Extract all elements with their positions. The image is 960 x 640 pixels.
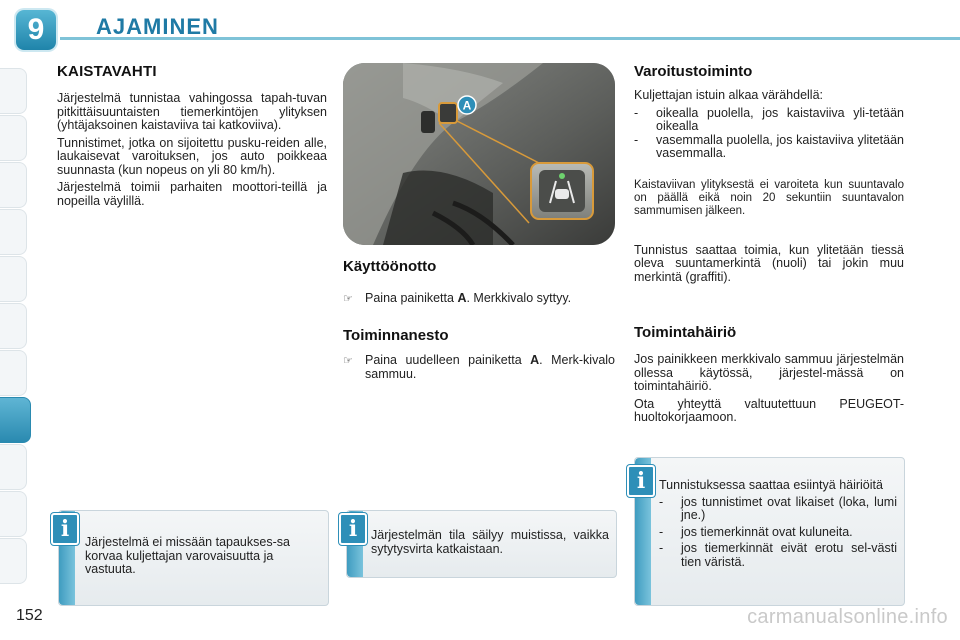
section-title-deactivation: Toiminnanesto [343,327,449,344]
side-tab[interactable] [0,538,27,584]
dash-marker: - [659,541,664,555]
step-text: Paina uudelleen painiketta [365,353,531,367]
item-text: oikealla puolella, jos kaistaviiva yli-tetään oikealla [656,105,904,133]
side-tab[interactable] [0,350,27,396]
activation-step [343,292,615,307]
warning-note: Kaistaviivan ylityksestä ei varoiteta kun suuntavalo on päällä eikä noin 20 sekuntiin suuntavalon sammumisen jälkeen. [634,178,904,217]
info-item [659,526,897,540]
paragraph: Tunnistimet, jotka on sijoitettu pusku-reiden alle, laukaisevat varoituksen, jos auto poikkeaa suunnasta (kun nopeus on yli 80 km/h). [57,135,327,177]
side-tab[interactable] [0,444,27,490]
side-tab[interactable] [0,256,27,302]
info-icon: i [627,465,655,497]
paragraph: Jos painikkeen merkkivalo sammuu järjestelmän ollessa käytössä, järjestel-mässä on toimintahäiriö. [634,352,904,393]
item-text: vasemmalla puolella, jos kaistaviiva ylitetään vasemmalla. [656,132,904,160]
chapter-title: AJAMINEN [96,14,219,39]
side-tab[interactable] [0,162,27,208]
warning-section [634,63,904,288]
step-text: Paina painiketta [365,291,458,305]
info-box-left [58,510,329,606]
watermark: carmanualsonline.info [747,606,948,628]
info-text: Järjestelmä ei missään tapaukses-sa korvaa kuljettajan varovaisuutta ja vastuuta. [85,535,290,576]
info-box-right [634,457,905,606]
detection-note: Tunnistus saattaa toimia, kun ylitetään tiessä oleva suuntamerkintä (nuoli) tai jokin muu merkintä (graffiti). [634,242,904,284]
button-ref: A [530,353,540,367]
dash-marker: - [659,494,664,509]
dash-marker: - [634,132,639,147]
dash-marker: - [634,105,639,120]
button-ref: A [457,291,467,305]
info-intro: Tunnistuksessa saattaa esiintyä häiriöitä [659,478,883,492]
info-icon: i [51,513,79,545]
info-content [659,479,897,569]
dashboard-illustration [343,63,615,245]
section-title-warning: Varoitustoiminto [634,63,753,80]
warning-item [634,107,904,134]
section-title-fault: Toimintahäiriö [634,324,737,341]
dash-marker: - [659,524,664,539]
info-item [659,542,897,569]
item-text: jos tiemerkinnät ovat kuluneita. [681,524,853,539]
side-tab[interactable] [0,68,27,114]
chapter-number-badge: 9 [16,10,56,50]
side-tab-active[interactable] [0,397,31,443]
fault-section [634,324,904,429]
step-text: . Merk-kivalo sammuu. [365,353,615,381]
item-text: jos tunnistimet ovat likaiset (loka, lumi jne.) [681,494,897,522]
dashboard-photo [343,63,615,245]
side-tab[interactable] [0,209,27,255]
info-text: Järjestelmän tila säilyy muistissa, vaikka sytytysvirta katkaistaan. [371,528,609,556]
paragraph: Järjestelmä toimii parhaiten moottori-teillä ja nopeilla väylillä. [57,180,327,208]
side-tab[interactable] [0,115,27,161]
photo-label-a: A [462,98,472,113]
activation-section [343,258,615,307]
info-icon: i [339,513,367,545]
paragraph: Ota yhteyttä valtuutettuun PEUGEOT-huoltokorjaamoon. [634,396,904,424]
deactivation-section [343,327,615,381]
page-number: 152 [16,607,43,624]
deactivation-step [343,354,615,381]
pointing-hand-icon: ☞ [343,293,353,305]
side-tab[interactable] [0,491,27,537]
paragraph: Järjestelmä tunnistaa vahingossa tapah-tuvan pitkittäisuuntaisten tiemerkintöjen ylityksen (yhtäjaksoinen kaistaviiva tai katkoviiva). [57,91,327,132]
section-title-kaistavahti: KAISTAVAHTI [57,63,157,80]
item-text: jos tiemerkinnät eivät erotu sel-västi tien väristä. [681,541,897,569]
info-box-middle [346,510,617,578]
section-title-activation: Käyttöönotto [343,258,437,275]
info-item [659,496,897,523]
side-tab[interactable] [0,303,27,349]
pointing-hand-icon: ☞ [343,355,353,367]
step-text: . Merkkivalo syttyy. [466,291,572,305]
left-column [57,63,327,212]
warning-intro: Kuljettajan istuin alkaa värähdellä: [634,88,824,102]
warning-item [634,134,904,161]
